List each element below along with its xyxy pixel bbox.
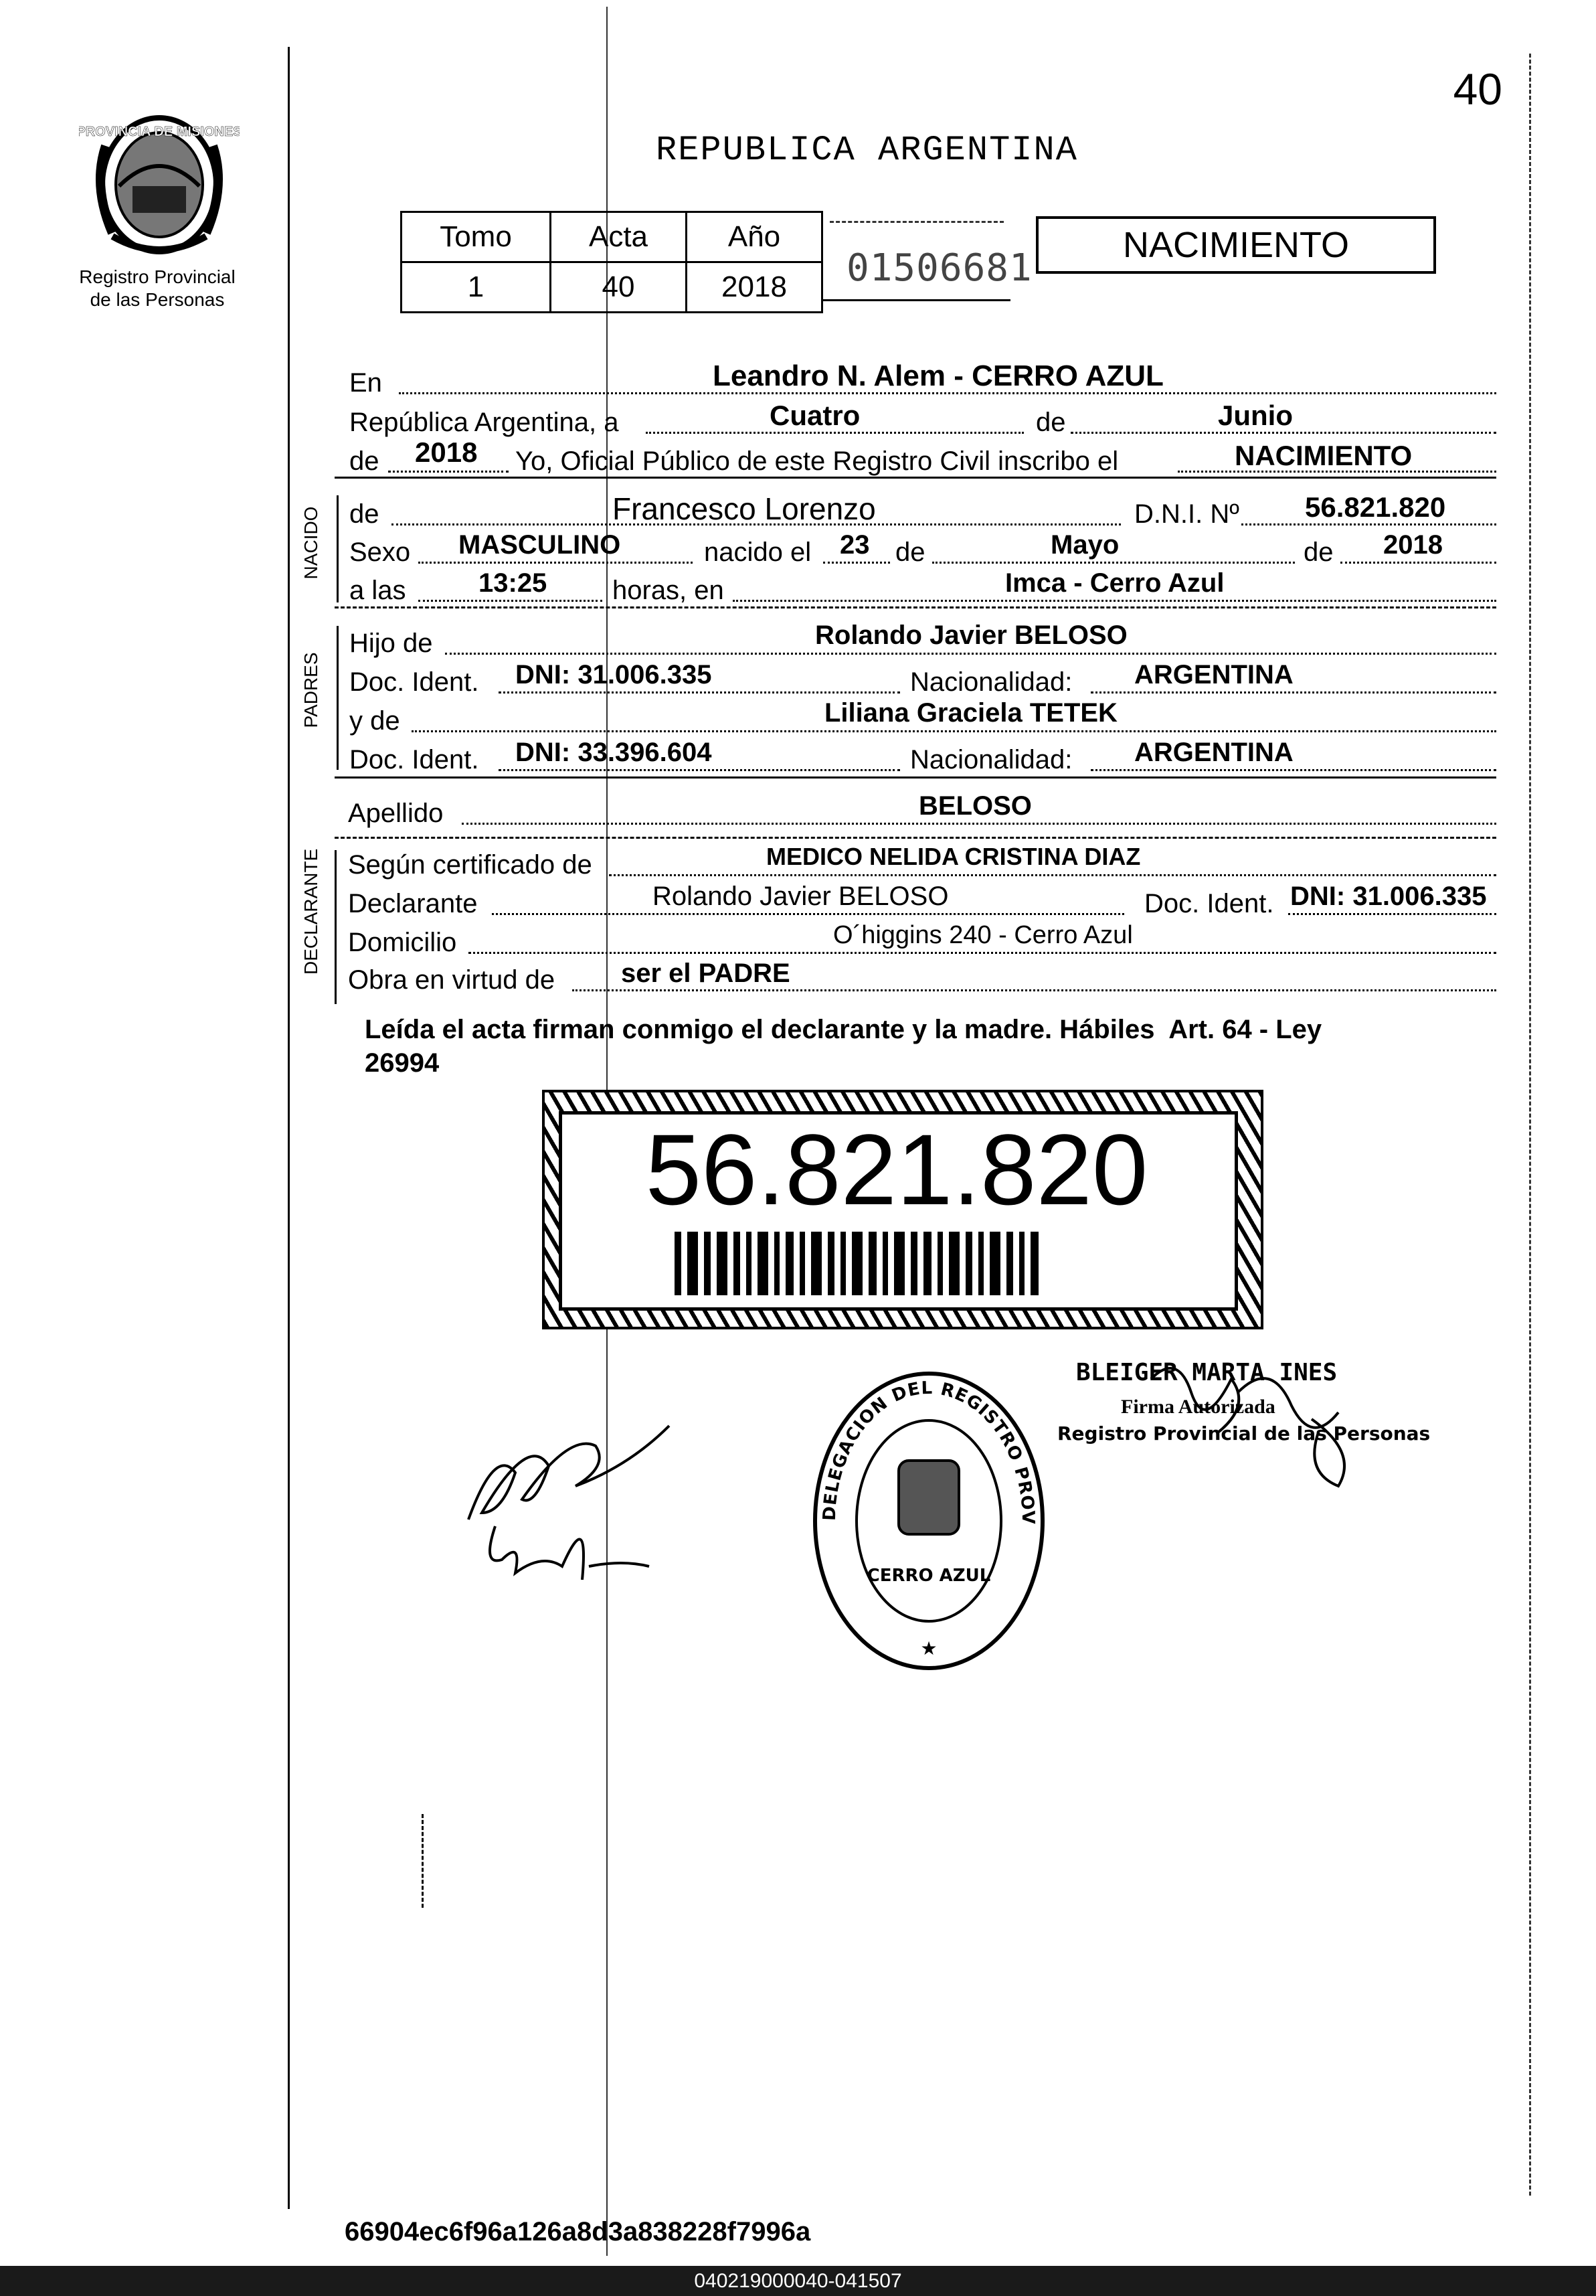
label-de-name: de [349,499,379,529]
document-hash: 66904ec6f96a126a8d3a838228f7996a [345,2217,811,2246]
value-birth-time: 13:25 [478,568,547,598]
value-place: Leandro N. Alem - CERRO AZUL [713,359,1164,392]
label-dni-no: D.N.I. Nº [1134,499,1239,529]
label-de-birth-month: de [895,538,925,567]
value-child-dni: 56.821.820 [1305,491,1446,523]
label-segun-certificado: Según certificado de [348,850,592,880]
value-year: 2018 [415,436,478,468]
value-birth-place: Imca - Cerro Azul [1005,568,1225,598]
padres-bracket [337,626,339,770]
value-father-doc: DNI: 31.006.335 [515,660,712,689]
dots-certificate [609,874,1496,876]
value-birth-year: 2018 [1383,530,1443,560]
value-declarant-doc: DNI: 31.006.335 [1290,882,1487,911]
label-doc-ident-mother: Doc. Ident. [349,745,479,774]
dots-birth-month [932,562,1295,564]
value-day-text: Cuatro [770,400,861,431]
section-label-padres: PADRES [300,652,321,728]
value-surname: BELOSO [919,791,1032,821]
seal-center-text: CERRO AZUL [867,1566,991,1586]
value-certificate-by: MEDICO NELIDA CRISTINA DIAZ [766,843,1141,870]
value-record-kind: NACIMIENTO [1235,440,1413,471]
value-father-nationality: ARGENTINA [1134,660,1294,689]
dots-month [1071,432,1496,434]
label-de-year: de [349,446,379,476]
label-hijo-de: Hijo de [349,629,433,658]
logo-text-top: PROVINCIA DE MISIONES [79,125,240,139]
rule-after-padres [335,776,1496,778]
acta-table-value-acta: 40 [551,262,687,313]
label-en: En [349,368,382,398]
value-declarant-name: Rolando Javier BELOSO [652,882,949,911]
rule-after-nacido [335,606,1496,608]
footer-code: 040219000040-041507 [0,2266,1596,2296]
label-declarante: Declarante [348,889,478,918]
label-horas-en: horas, en [612,576,724,605]
label-nacionalidad-father: Nacionalidad: [910,667,1073,697]
dots-capacity [572,989,1496,991]
dots-father-doc [499,691,900,693]
acta-table-header-acta: Acta [551,212,687,262]
official-role: Firma Autorizada [1121,1396,1275,1418]
serial-top-marks [830,221,1004,223]
registry-name-line2: de las Personas [90,289,225,310]
value-month-text: Junio [1218,400,1293,431]
dots-father [445,653,1496,655]
dots-year [388,471,509,473]
margin-marks [422,1814,424,1908]
registry-name-line1: Registro Provincial [79,266,236,287]
value-father-name: Rolando Javier BELOSO [815,621,1128,650]
left-margin-rule [288,47,290,2209]
country-title: REPUBLICA ARGENTINA [656,131,1078,170]
label-doc-ident-father: Doc. Ident. [349,667,479,697]
seal-ring-text: DELEGACION DEL REGISTRO PROV [819,1378,1039,1526]
official-registry: Registro Provincial de las Personas [1057,1422,1431,1445]
seal-star-icon: ★ [920,1638,938,1659]
acta-table-value-tomo: 1 [402,262,551,313]
dots-declarant-doc [1288,913,1496,915]
nacido-bracket [337,495,339,602]
rule-after-apellido [335,837,1496,839]
page-number: 40 [1453,64,1502,114]
value-child-name: Francesco Lorenzo [612,491,876,526]
value-mother-doc: DNI: 33.396.604 [515,738,712,767]
dots-declarant [492,913,1124,915]
value-capacity: ser el PADRE [621,959,790,988]
label-republica: República Argentina, a [349,408,619,437]
label-doc-ident-declarant: Doc. Ident. [1144,889,1274,918]
misiones-logo [79,106,240,266]
dots-mother [412,730,1496,732]
dots-father-nat [1091,691,1496,693]
value-mother-name: Liliana Graciela TETEK [824,698,1118,728]
dots-mother-doc [499,769,900,771]
right-edge-dashes [1529,54,1531,2196]
label-nacionalidad-mother: Nacionalidad: [910,745,1073,774]
official-signature [1138,1352,1379,1499]
dots-surname [462,823,1496,825]
dots-dni [1241,523,1496,525]
dots-sex [418,562,693,564]
label-obra-en-virtud: Obra en virtud de [348,965,555,995]
section-label-declarante: DECLARANTE [300,848,321,975]
dots-address [468,952,1496,954]
acta-table-header-ano: Año [687,212,822,262]
declarante-bracket [335,850,337,1004]
dots-birth-day [823,562,890,564]
value-birth-month: Mayo [1051,530,1120,560]
record-type-box: NACIMIENTO [1036,216,1436,274]
closing-text-line2: 26994 [365,1048,440,1078]
label-de-month: de [1036,408,1066,437]
label-nacido-el: nacido el [704,538,812,567]
value-birth-day: 23 [840,530,870,560]
official-name: BLEIGER MARTA INES [1076,1359,1338,1386]
value-address: O´higgins 240 - Cerro Azul [833,921,1133,949]
dots-birth-year [1340,562,1496,564]
dots-en [399,392,1496,394]
serial-underline [823,299,1010,301]
label-y-de: y de [349,706,400,736]
acta-table [400,211,823,313]
section-label-nacido: NACIDO [300,506,321,580]
dots-day [646,432,1024,434]
closing-text-line1: Leída el acta firman conmigo el declarante y la madre. Hábiles Art. 64 - Ley [365,1015,1322,1044]
label-a-las: a las [349,576,406,605]
dots-time [418,600,602,602]
value-sex: MASCULINO [458,530,621,560]
label-yo-oficial: Yo, Oficial Público de este Registro Civil inscribo el [515,446,1119,476]
registry-seal [808,1367,1049,1675]
dots-birth-place [733,600,1496,602]
label-de-birth-year: de [1304,538,1334,567]
label-apellido: Apellido [348,799,444,828]
dni-barcode [675,1232,1045,1295]
dots-mother-nat [1091,769,1496,771]
value-mother-nationality: ARGENTINA [1134,738,1294,767]
dni-stamp-number: 56.821.820 [645,1113,1148,1226]
rule-after-intro [335,477,1496,479]
label-domicilio: Domicilio [348,928,457,957]
serial-number: 01506681 [847,246,1033,290]
acta-table-value-ano: 2018 [687,262,822,313]
declarant-signature [455,1406,676,1586]
acta-table-header-tomo: Tomo [402,212,551,262]
label-sexo: Sexo [349,538,411,567]
